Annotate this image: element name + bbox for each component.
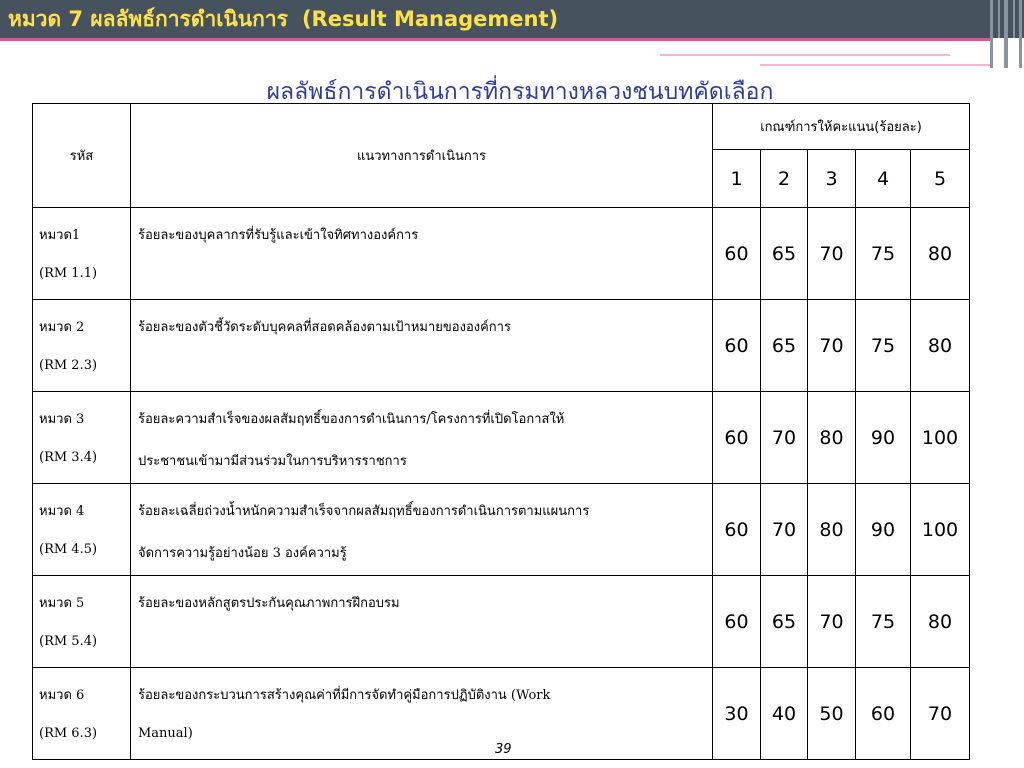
description-line: ร้อยละของตัวชี้วัดระดับบุคคลที่สอดคล้องตามเป้าหมายขององค์การ (138, 320, 511, 335)
decor-bar (990, 0, 993, 38)
rm-code: (RM 3.4) (39, 450, 98, 465)
row-code (33, 208, 131, 300)
header-title (8, 3, 558, 36)
row-description (131, 484, 713, 576)
score-cell: 100 (911, 484, 970, 576)
rm-code: (RM 4.5) (39, 542, 98, 557)
decor-bar (1004, 38, 1008, 68)
row-code (33, 484, 131, 576)
description-line: ร้อยละของหลักสูตรประกันคุณภาพการฝึกอบรม (138, 596, 400, 611)
header-criteria: เกณฑ์การให้คะแนน(ร้อยละ) (713, 104, 970, 150)
score-cell: 90 (856, 484, 911, 576)
category-label: หมวด 6 (39, 688, 85, 703)
score-cell: 90 (856, 392, 911, 484)
score-cell: 60 (856, 668, 911, 760)
row-description (131, 668, 713, 760)
rm-code: (RM 1.1) (39, 266, 98, 281)
score-cell: 70 (808, 300, 856, 392)
row-code (33, 392, 131, 484)
score-cell: 70 (911, 668, 970, 760)
decor-bar (998, 0, 1000, 38)
rm-code: (RM 6.3) (39, 726, 98, 741)
score-cell: 100 (911, 392, 970, 484)
description-line: ประชาชนเข้ามามีส่วนร่วมในการบริหารราชการ (138, 454, 407, 469)
table-row (33, 484, 970, 576)
row-description (131, 576, 713, 668)
score-cell: 65 (761, 300, 808, 392)
rm-code: (RM 5.4) (39, 634, 98, 649)
level-header: 2 (761, 150, 808, 208)
score-cell: 70 (808, 208, 856, 300)
results-table (32, 103, 970, 760)
score-cell: 70 (761, 392, 808, 484)
category-label: หมวด1 (39, 228, 81, 243)
score-cell: 80 (911, 208, 970, 300)
score-cell: 75 (856, 208, 911, 300)
accent-line (0, 38, 990, 41)
score-cell: 30 (713, 668, 761, 760)
row-description (131, 208, 713, 300)
table-row (33, 392, 970, 484)
row-description (131, 392, 713, 484)
category-label: หมวด 4 (39, 504, 85, 519)
score-cell: 80 (808, 392, 856, 484)
score-cell: 60 (713, 484, 761, 576)
description-line: ร้อยละเฉลี่ยถ่วงน้ำหนักความสำเร็จจากผลสัมฤทธิ์ของการดำเนินการตามแผนการ (138, 504, 590, 519)
row-code (33, 668, 131, 760)
level-header: 4 (856, 150, 911, 208)
table-row (33, 300, 970, 392)
score-cell: 75 (856, 576, 911, 668)
score-cell: 60 (713, 300, 761, 392)
header-code: รหัส (33, 104, 131, 208)
description-line: ร้อยละความสำเร็จของผลสัมฤทธิ์ของการดำเนินการ/โครงการที่เปิดโอกาสให้ (138, 412, 565, 427)
category-label: หมวด 2 (39, 320, 85, 335)
description-line: Manual) (138, 726, 193, 741)
rm-code: (RM 2.3) (39, 358, 98, 373)
score-cell: 65 (761, 208, 808, 300)
decor-bar (1013, 0, 1015, 38)
description-line: ร้อยละของบุคลากรที่รับรู้และเข้าใจทิศทางองค์การ (138, 228, 419, 243)
slide-title: ผลลัพธ์การดำเนินการที่กรมทางหลวงชนบทคัดเลือก (266, 79, 774, 105)
category-label: หมวด 3 (39, 412, 85, 427)
page-number: 39 (495, 742, 512, 757)
table-row (33, 576, 970, 668)
decor-bar (1019, 38, 1022, 68)
description-line: จัดการความรู้อย่างน้อย 3 องค์ความรู้ (138, 546, 347, 561)
decor-bar (1004, 0, 1008, 38)
score-cell: 50 (808, 668, 856, 760)
score-cell: 40 (761, 668, 808, 760)
header-title-thai: หมวด 7 ผลลัพธ์การดำเนินการ (8, 7, 288, 31)
row-code (33, 576, 131, 668)
table-row (33, 208, 970, 300)
level-header: 1 (713, 150, 761, 208)
decor-bar (990, 38, 993, 68)
score-cell: 80 (808, 484, 856, 576)
score-cell: 70 (808, 576, 856, 668)
score-cell: 60 (713, 576, 761, 668)
category-label: หมวด 5 (39, 596, 85, 611)
decor-bar (1019, 0, 1022, 38)
score-cell: 80 (911, 300, 970, 392)
level-header: 3 (808, 150, 856, 208)
row-description (131, 300, 713, 392)
score-cell: 60 (713, 392, 761, 484)
header-bar (0, 0, 1024, 38)
score-cell: 80 (911, 576, 970, 668)
score-cell: 65 (761, 576, 808, 668)
score-cell: 60 (713, 208, 761, 300)
description-line: ร้อยละของกระบวนการสร้างคุณค่าที่มีการจัดทำคู่มือการปฏิบัติงาน (Work (138, 688, 551, 703)
score-cell: 75 (856, 300, 911, 392)
level-header: 5 (911, 150, 970, 208)
score-cell: 70 (761, 484, 808, 576)
header-approach: แนวทางการดำเนินการ (131, 104, 713, 208)
accent-line (760, 64, 990, 66)
accent-line (660, 54, 950, 56)
header-title-english: (Result Management) (301, 7, 559, 31)
row-code (33, 300, 131, 392)
